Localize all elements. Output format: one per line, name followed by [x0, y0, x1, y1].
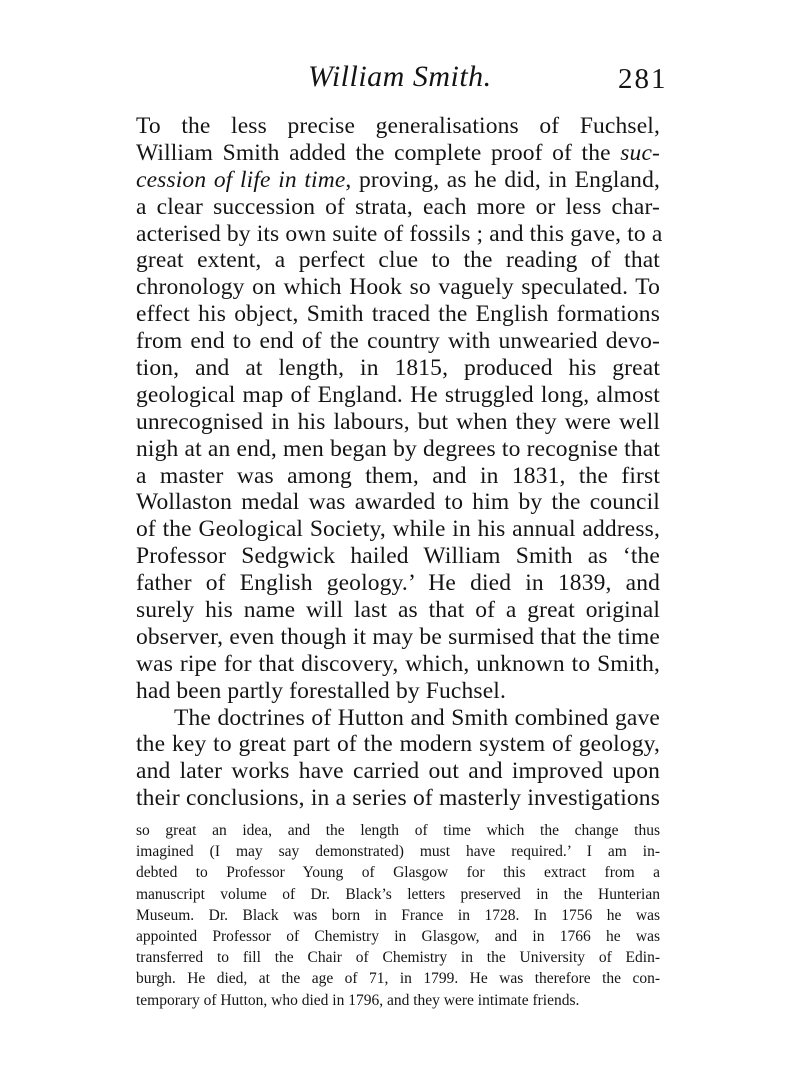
footnote-line: imagined (I may say demonstrated) must have required.’ I am in-: [136, 843, 660, 861]
footnote-line: so great an idea, and the length of time which the change thus: [136, 822, 660, 839]
footnote-line: Museum. Dr. Black was born in France in 1728. In 1756 he was: [136, 906, 660, 924]
footnote-line: debted to Professor Young of Glasgow for this extract from a: [136, 864, 660, 882]
text-line: To the less precise generalisations of Fuchsel,: [136, 113, 660, 139]
text-line: Wollaston medal was awarded to him by the council: [136, 489, 660, 516]
text-line: the key to great part of the modern system of geology,: [136, 731, 660, 758]
text-line: [136, 140, 660, 167]
text-line: tion, and at length, in 1815, produced his great: [136, 355, 660, 382]
text-line-segment: , proving, as he did, in England,: [345, 166, 660, 193]
italic-text: cession of life in time: [136, 166, 346, 193]
footnote: [136, 820, 660, 1011]
text-line: acterised by its own suite of fossils ; and this gave, to a: [136, 220, 663, 247]
text-line: observer, even though it may be surmised that the time: [136, 623, 660, 650]
text-line: their conclusions, in a series of masterly investigations: [136, 785, 660, 812]
text-line: [136, 167, 660, 194]
text-line: from end to end of the country with unwearied devo-: [136, 328, 660, 355]
body-text: [136, 113, 663, 812]
text-line: surely his name will last as that of a great original: [136, 597, 660, 624]
text-line: father of English geology.’ He died in 1839, and: [136, 570, 660, 597]
page-number: 281: [618, 63, 668, 95]
text-line: a master was among them, and in 1831, the first: [136, 462, 660, 489]
text-line: had been partly forestalled by Fuchsel.: [136, 677, 506, 704]
text-line: chronology on which Hook so vaguely speculated. To: [136, 274, 660, 301]
footnote-line: burgh. He died, at the age of 71, in 1799. He was therefore the con-: [136, 970, 660, 988]
text-line: was ripe for that discovery, which, unknown to Smith,: [136, 650, 660, 677]
text-line: and later works have carried out and improved upon: [136, 758, 660, 785]
text-line: unrecognised in his labours, but when they were well: [136, 408, 660, 435]
text-line: of the Geological Society, while in his annual address,: [136, 516, 660, 543]
text-line: a clear succession of strata, each more or less char-: [136, 193, 660, 220]
footnote-line: temporary of Hutton, who died in 1796, and they were intimate friends.: [136, 991, 580, 1009]
footnote-line: manuscript volume of Dr. Black’s letters preserved in the Hunterian: [136, 885, 660, 903]
text-line: The doctrines of Hutton and Smith combined gave: [174, 704, 660, 731]
text-line: nigh at an end, men began by degrees to recognise that: [136, 435, 660, 462]
text-line: Professor Sedgwick hailed William Smith as ‘the: [136, 543, 660, 570]
footnote-line: appointed Professor of Chemistry in Glasgow, and in 1766 he was: [136, 927, 660, 945]
running-title: William Smith.: [308, 60, 492, 93]
footnote-line: transferred to fill the Chair of Chemistry in the University of Edin-: [136, 949, 660, 967]
text-line: geological map of England. He struggled long, almost: [136, 381, 660, 408]
text-line-segment: William Smith added the complete proof of the: [136, 139, 611, 166]
text-line: effect his object, Smith traced the English formations: [136, 301, 660, 328]
text-line: great extent, a perfect clue to the reading of that: [136, 247, 660, 274]
italic-text: suc-: [620, 139, 661, 166]
